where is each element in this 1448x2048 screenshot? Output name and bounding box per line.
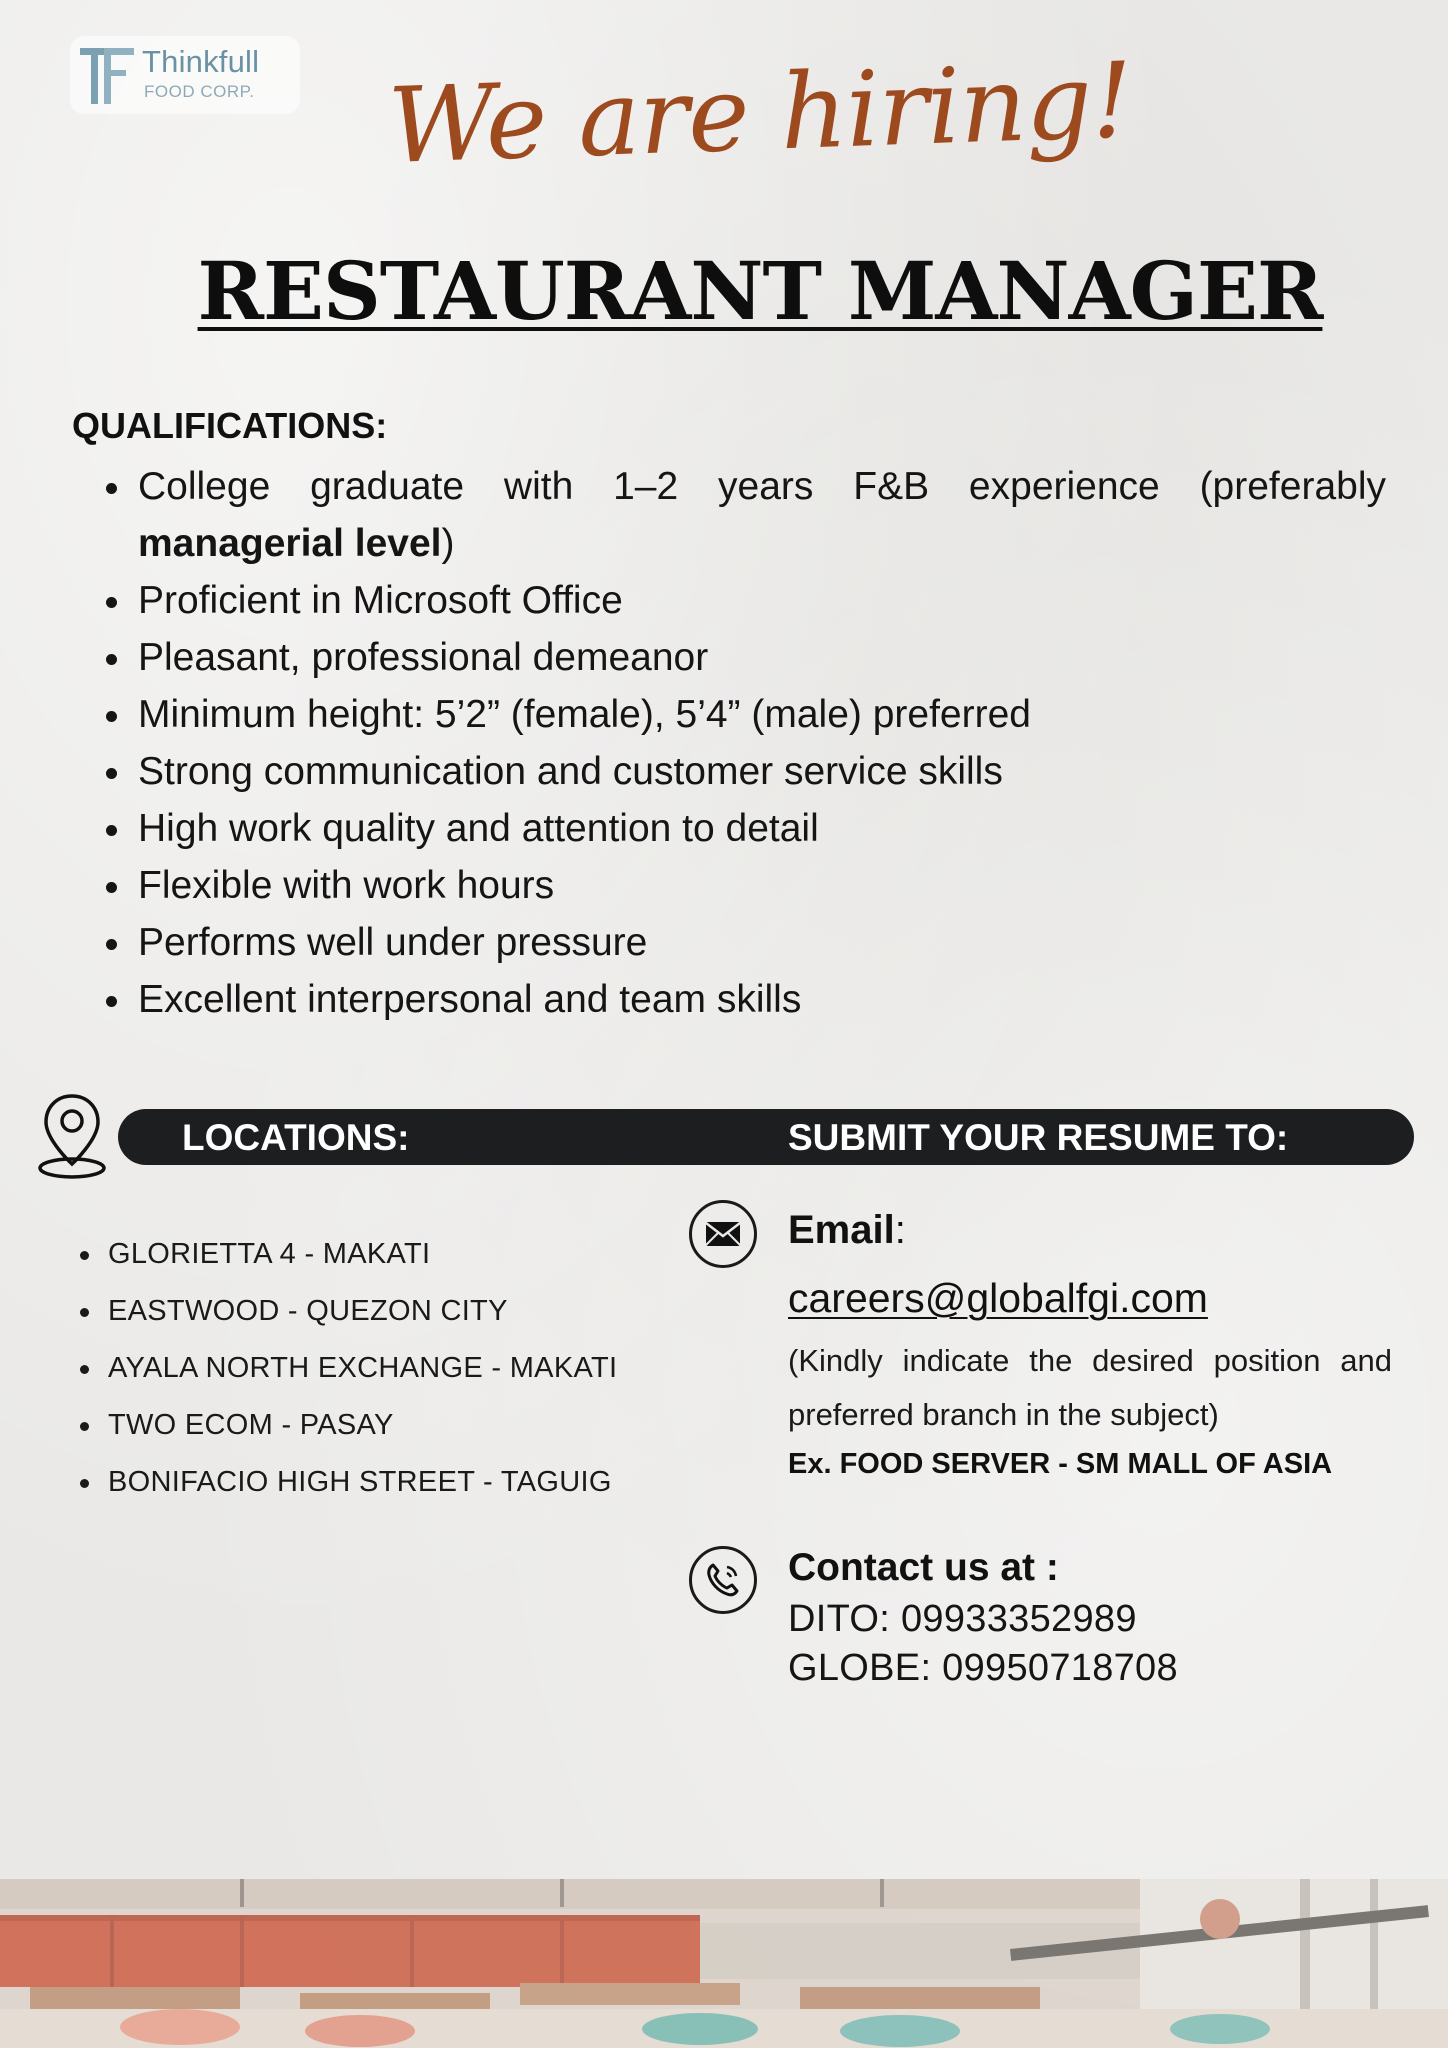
qualification-item: Performs well under pressure [104, 914, 1386, 971]
qualification-first-bold: managerial level) [138, 522, 455, 565]
location-item: AYALA NORTH EXCHANGE - MAKATI [78, 1340, 617, 1397]
logo-name: Thinkfull [142, 44, 260, 79]
location-item: GLORIETTA 4 - MAKATI [78, 1226, 617, 1283]
phone-number-globe: GLOBE: 09950718708 [788, 1647, 1178, 1689]
qualification-item [104, 458, 1386, 572]
job-title: RESTAURANT MANAGER [197, 244, 1323, 338]
mail-icon [689, 1200, 757, 1268]
qualification-item: Pleasant, professional demeanor [104, 629, 1386, 686]
section-bar [118, 1109, 1414, 1165]
qualifications-list [104, 458, 1386, 1028]
location-item: TWO ECOM - PASAY [78, 1397, 617, 1454]
phone-icon [689, 1546, 757, 1614]
location-pin-icon [34, 1090, 110, 1182]
qualification-first-line: College graduate with 1–2 years F&B experience (preferably [138, 465, 1386, 508]
qualification-item: Flexible with work hours [104, 857, 1386, 914]
qualification-item: Excellent interpersonal and team skills [104, 971, 1386, 1028]
email-instruction: (Kindly indicate the desired position and preferred branch in the subject) [788, 1343, 1392, 1432]
locations-heading: LOCATIONS: [182, 1117, 410, 1158]
location-item: EASTWOOD - QUEZON CITY [78, 1283, 617, 1340]
email-address-link[interactable]: careers@globalfgi.com [788, 1275, 1208, 1321]
email-label: Email: [788, 1208, 906, 1252]
submit-resume-heading: SUBMIT YOUR RESUME TO: [788, 1117, 1289, 1158]
hiring-headline: We are hiring! [386, 39, 1134, 187]
location-item: BONIFACIO HIGH STREET - TAGUIG [78, 1454, 617, 1511]
email-subject-example: Ex. FOOD SERVER - SM MALL OF ASIA [788, 1448, 1333, 1480]
phone-number-dito: DITO: 09933352989 [788, 1598, 1137, 1640]
qualifications-heading: QUALIFICATIONS: [72, 405, 388, 446]
logo-subtitle: FOOD CORP. [144, 82, 255, 101]
restaurant-photo [0, 1879, 1448, 2048]
qualification-item: Minimum height: 5’2” (female), 5’4” (male) preferred [104, 686, 1386, 743]
qualification-item: Strong communication and customer service skills [104, 743, 1386, 800]
locations-list [78, 1226, 617, 1511]
qualification-item: Proficient in Microsoft Office [104, 572, 1386, 629]
qualification-item: High work quality and attention to detail [104, 800, 1386, 857]
contact-heading: Contact us at : [788, 1546, 1059, 1589]
